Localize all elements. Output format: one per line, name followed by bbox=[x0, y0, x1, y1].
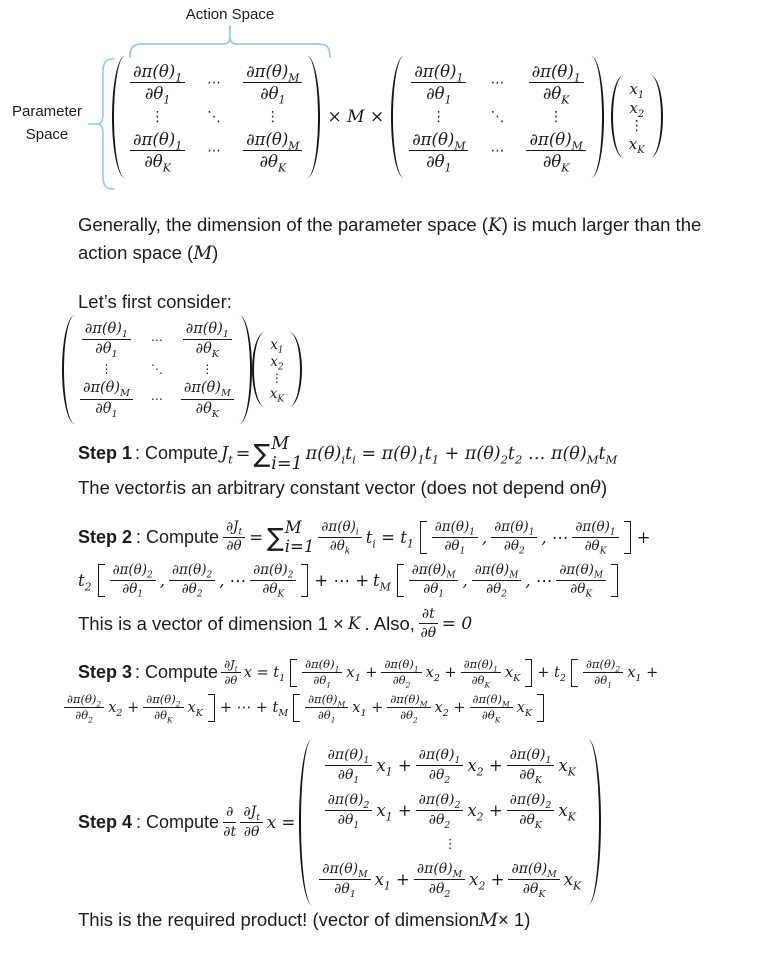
bracket-group-open: $\frac{\partial\pi(\theta)_2}{\partial\theta_1}$ $x_1$ + bbox=[569, 658, 658, 688]
step1-label: Step 1 bbox=[78, 443, 133, 464]
bracket-group: $\frac{\partial\pi(\theta)_2}{\partial\theta_1}$ , $\frac{\partial\pi(\theta)_2}{\partial\theta_2}$ , ⋯ $\frac{\partial\pi(\theta)_2}{\partial\theta_K}$ bbox=[96, 563, 311, 598]
left-paren bbox=[611, 75, 624, 158]
fraction: $\frac{\partial\pi(\theta)_M}{\partial\theta_1}$ bbox=[243, 62, 302, 104]
fraction: $\frac{\partial J_t}{\partial\theta}$ bbox=[240, 804, 263, 840]
vdots: ⋮ bbox=[270, 370, 283, 385]
bracket-group-close: $\frac{\partial\pi(\theta)_2}{\partial\theta_2}$ $x_2$ + $\frac{\partial\pi(\theta)_2}{\partial\theta_K}$ $x_K$ bbox=[64, 693, 217, 723]
cdots: ⋯ bbox=[150, 332, 163, 347]
fraction: $\frac{\partial\pi(\theta)_M}{\partial\theta_K}$ bbox=[181, 380, 234, 417]
bracket-group: $\frac{\partial\pi(\theta)_1}{\partial\theta_1}$ $x_1$ + $\frac{\partial\pi(\theta)_1}{\partial\theta_2}$ $x_2$ + $\frac{\partial\pi(\theta)_1}{\partial\theta_K}$ $x_K$ bbox=[288, 658, 534, 688]
fraction: $\frac{\partial\pi(\theta)_1}{\partial\theta_1}$ bbox=[411, 62, 466, 104]
fraction: $\frac{\partial\pi(\theta)_1}{\partial\theta_1}$ bbox=[432, 520, 478, 555]
consider-matrix-equation bbox=[62, 315, 762, 423]
left-paren bbox=[391, 56, 404, 178]
cdots: ⋯ bbox=[207, 74, 222, 91]
vdots: ⋮ bbox=[100, 362, 113, 377]
summation: ∑ M i=1 bbox=[253, 433, 303, 474]
left-bracket bbox=[98, 564, 105, 597]
fraction: $\frac{\partial\pi(\theta)_1}{\partial\theta_2}$ bbox=[491, 520, 537, 555]
action-space-brace bbox=[128, 24, 332, 60]
step3-formula-line2: $\frac{\partial\pi(\theta)_2}{\partial\theta_2}$ $x_2$ + $\frac{\partial\pi(\theta)_2}{\partial\theta_K}$ $x_K$ + ⋯ + $t_M$ $\frac{\partial\pi(\theta)_M}{\partial\theta_1}$ $x_1$ + $\frac{\partial\pi(\theta)_M}{\partial\theta_2}$ $x_2$ + $\frac{\partial\pi(\theta)_M}{\partial\theta_K}$ $x_K$ bbox=[64, 693, 762, 723]
step1-note: The vector t is an arbitrary constant vector (does not depend on θ ) bbox=[78, 476, 608, 499]
left-paren bbox=[62, 315, 75, 423]
vector-entry: $x_K$ bbox=[269, 385, 285, 405]
fraction: $\frac{\partial t}{\partial\theta}$ bbox=[420, 605, 437, 642]
vector-entry: $x_K$ bbox=[628, 135, 645, 157]
left-paren bbox=[299, 739, 312, 905]
action-space-label: Action Space bbox=[185, 6, 275, 23]
jacobian-transpose-matrix bbox=[112, 56, 320, 178]
jacobian-matrix bbox=[391, 56, 604, 178]
step3-label: Step 3 bbox=[78, 662, 133, 683]
fraction: $\frac{\partial\pi(\theta)_2}{\partial\theta_K}$ bbox=[507, 792, 555, 828]
ddots: ⋱ bbox=[490, 108, 505, 125]
fraction: $\frac{\partial\pi(\theta)_M}{\partial\theta_1}$ bbox=[409, 130, 468, 172]
fraction: $\frac{\partial\pi(\theta)_M}{\partial\theta_K}$ bbox=[526, 130, 585, 172]
dimension-note-paragraph: Generally, the dimension of the parameter space (K) is much larger than the action space (M) bbox=[78, 214, 702, 264]
matrix-row: $\frac{\partial\pi(\theta)_2}{\partial\theta_1}$ $x_1$ + $\frac{\partial\pi(\theta)_2}{\partial\theta_2}$ $x_2$ + $\frac{\partial\pi(\theta)_2}{\partial\theta_K}$ $x_K$ bbox=[325, 792, 576, 828]
right-paren bbox=[588, 739, 601, 905]
bracket-group: $\frac{\partial\pi(\theta)_M}{\partial\theta_1}$ , $\frac{\partial\pi(\theta)_M}{\partial\theta_2}$ , ⋯ $\frac{\partial\pi(\theta)_M}{\partial\theta_K}$ bbox=[395, 563, 620, 598]
fraction: $\frac{\partial\pi(\theta)_M}{\partial\theta_1}$ bbox=[80, 380, 133, 417]
fraction: $\frac{\partial\pi(\theta)_2}{\partial\theta_K}$ bbox=[250, 563, 296, 598]
fraction: $\frac{\partial}{\partial t}$ bbox=[223, 804, 237, 840]
vdots: ⋮ bbox=[201, 362, 214, 377]
vector-entry: $x_1$ bbox=[629, 80, 645, 102]
right-bracket bbox=[537, 694, 544, 722]
fraction: $\frac{\partial\pi(\theta)_M}{\partial\theta_K}$ bbox=[470, 693, 513, 723]
fraction: $\frac{\partial\pi(\theta)_2}{\partial\theta_2}$ bbox=[416, 792, 464, 828]
fraction: $\frac{\partial\pi(\theta)_i}{\partial\theta_k}$ bbox=[318, 520, 361, 555]
right-bracket bbox=[525, 659, 532, 687]
fraction: $\frac{\partial\pi(\theta)_1}{\partial\theta_K}$ bbox=[529, 62, 584, 104]
fraction: $\frac{\partial\pi(\theta)_M}{\partial\theta_1}$ bbox=[305, 693, 348, 723]
fraction: $\frac{\partial\pi(\theta)_2}{\partial\theta_1}$ bbox=[325, 792, 373, 828]
step2-formula-line2: $t_2$ $\frac{\partial\pi(\theta)_2}{\partial\theta_1}$ , $\frac{\partial\pi(\theta)_2}{\partial\theta_2}$ , ⋯ $\frac{\partial\pi(\theta)_2}{\partial\theta_K}$ + ⋯ + $t_M$ $\frac{\partial\pi(\theta)_M}{\partial\theta_1}$ , $\frac{\partial\pi(\theta)_M}{\partial\theta_2}$ , ⋯ $\frac{\partial\pi(\theta)_M}{\partial\theta_K}$ bbox=[78, 563, 762, 598]
right-paren bbox=[239, 315, 252, 423]
jacobian-product-equation bbox=[112, 56, 663, 178]
bracket-group: $\frac{\partial\pi(\theta)_M}{\partial\theta_1}$ $x_1$ + $\frac{\partial\pi(\theta)_M}{\partial\theta_2}$ $x_2$ + $\frac{\partial\pi(\theta)_M}{\partial\theta_K}$ $x_K$ bbox=[291, 693, 546, 723]
fraction: $\frac{\partial\pi(\theta)_M}{\partial\theta_1}$ bbox=[319, 861, 370, 897]
x-vector bbox=[611, 75, 663, 158]
fraction: $\frac{\partial\pi(\theta)_2}{\partial\theta_2}$ bbox=[169, 563, 215, 598]
final-note: This is the required product! (vector of dimension M × 1) bbox=[78, 909, 531, 931]
vdots: ⋮ bbox=[549, 108, 564, 125]
fraction: $\frac{\partial\pi(\theta)_1}{\partial\theta_K}$ bbox=[130, 130, 185, 172]
fraction: $\frac{\partial\pi(\theta)_1}{\partial\theta_2}$ bbox=[381, 658, 421, 688]
left-paren bbox=[252, 332, 265, 407]
vdots: ⋮ bbox=[265, 108, 280, 125]
fraction: $\frac{\partial\pi(\theta)_2}{\partial\theta_1}$ bbox=[583, 658, 623, 688]
fraction: $\frac{\partial\pi(\theta)_1}{\partial\theta_1}$ bbox=[82, 321, 131, 358]
right-bracket bbox=[301, 564, 308, 597]
times-m-operator: × M × bbox=[327, 106, 385, 127]
step2-label: Step 2 bbox=[78, 527, 133, 548]
fraction: $\frac{\partial\pi(\theta)_M}{\partial\theta_K}$ bbox=[243, 130, 302, 172]
cdots: ⋯ bbox=[150, 392, 163, 407]
vector-entry: $x_2$ bbox=[629, 99, 645, 121]
vdots: ⋮ bbox=[629, 118, 644, 135]
cdots: ⋯ bbox=[207, 142, 222, 159]
left-bracket bbox=[571, 659, 578, 687]
fraction: $\frac{\partial\pi(\theta)_M}{\partial\theta_K}$ bbox=[556, 563, 606, 598]
step4-label: Step 4 bbox=[78, 811, 133, 832]
fraction: $\frac{\partial\pi(\theta)_1}{\partial\theta_1}$ bbox=[130, 62, 185, 104]
left-bracket bbox=[420, 521, 427, 554]
ddots: ⋱ bbox=[150, 362, 163, 377]
fraction: $\frac{\partial J_t}{\partial\theta}$ bbox=[221, 658, 241, 688]
ddots: ⋱ bbox=[207, 108, 222, 125]
matrix-row: $\frac{\partial\pi(\theta)_1}{\partial\theta_1}$ $x_1$ + $\frac{\partial\pi(\theta)_1}{\partial\theta_2}$ $x_2$ + $\frac{\partial\pi(\theta)_1}{\partial\theta_K}$ $x_K$ bbox=[325, 747, 576, 783]
left-paren bbox=[112, 56, 125, 178]
left-bracket bbox=[397, 564, 404, 597]
cdots: ⋯ bbox=[490, 142, 505, 159]
bracket-group: $\frac{\partial\pi(\theta)_1}{\partial\theta_1}$ , $\frac{\partial\pi(\theta)_1}{\partial\theta_2}$ , ⋯ $\frac{\partial\pi(\theta)_1}{\partial\theta_K}$ bbox=[418, 520, 633, 555]
vdots: ⋮ bbox=[431, 108, 446, 125]
vector-entry: $x_2$ bbox=[270, 353, 284, 373]
fraction: $\frac{\partial\pi(\theta)_1}{\partial\theta_K}$ bbox=[183, 321, 232, 358]
vector-entry: $x_1$ bbox=[270, 336, 284, 356]
step2-dimension-note: This is a vector of dimension 1 × K . Also, $\frac{\partial t}{\partial\theta}$ = 0 bbox=[78, 605, 473, 642]
right-paren bbox=[289, 332, 302, 407]
right-paren bbox=[650, 75, 663, 158]
vdots: ⋮ bbox=[150, 108, 165, 125]
top-equation-section bbox=[0, 0, 768, 202]
fraction: $\frac{\partial\pi(\theta)_2}{\partial\theta_2}$ bbox=[64, 693, 104, 723]
matrix-row: $\frac{\partial\pi(\theta)_M}{\partial\theta_1}$ $x_1$ + $\frac{\partial\pi(\theta)_M}{\partial\theta_2}$ $x_2$ + $\frac{\partial\pi(\theta)_M}{\partial\theta_K}$ $x_K$ bbox=[319, 861, 581, 897]
fraction: $\frac{\partial\pi(\theta)_2}{\partial\theta_K}$ bbox=[143, 693, 183, 723]
fraction: $\frac{\partial\pi(\theta)_M}{\partial\theta_2}$ bbox=[387, 693, 430, 723]
step1-formula: Step 1 : Compute $J_t$ = ∑ M i=1 $\pi(\theta)_it_i = \pi(\theta)_1t_1 + \pi(\theta)_2t_2$ … $\pi(\theta)_Mt_M$ bbox=[78, 433, 618, 474]
fraction: $\frac{\partial\pi(\theta)_1}{\partial\theta_1}$ bbox=[302, 658, 342, 688]
summation: ∑ M i=1 bbox=[266, 517, 315, 556]
step2-formula-line1: Step 2 : Compute $\frac{\partial J_t}{\partial\theta}$ = ∑ M i=1 $\frac{\partial\pi(\theta)_i}{\partial\theta_k}$ $t_i = t_1$ $\frac{\partial\pi(\theta)_1}{\partial\theta_1}$ , $\frac{\partial\pi(\theta)_1}{\partial\theta_2}$ , ⋯ $\frac{\partial\pi(\theta)_1}{\partial\theta_K}$ + bbox=[78, 517, 651, 558]
fraction: $\frac{\partial\pi(\theta)_1}{\partial\theta_K}$ bbox=[461, 658, 501, 688]
x-vector bbox=[252, 332, 302, 407]
fraction: $\frac{\partial\pi(\theta)_1}{\partial\theta_K}$ bbox=[572, 520, 618, 555]
result-vector-matrix bbox=[299, 739, 601, 905]
fraction: $\frac{\partial\pi(\theta)_M}{\partial\theta_1}$ bbox=[409, 563, 459, 598]
fraction: $\frac{\partial\pi(\theta)_M}{\partial\theta_2}$ bbox=[414, 861, 465, 897]
left-bracket bbox=[293, 694, 300, 722]
right-bracket bbox=[611, 564, 618, 597]
fraction: $\frac{\partial\pi(\theta)_M}{\partial\theta_K}$ bbox=[508, 861, 559, 897]
vdots: ⋮ bbox=[443, 837, 457, 853]
fraction: $\frac{\partial\pi(\theta)_M}{\partial\theta_2}$ bbox=[472, 563, 522, 598]
left-bracket bbox=[290, 659, 297, 687]
parameter-space-label: Parameter Space bbox=[11, 103, 83, 144]
fraction: $\frac{\partial\pi(\theta)_1}{\partial\theta_1}$ bbox=[325, 747, 373, 783]
step3-formula-line1: Step 3 : Compute $\frac{\partial J_t}{\partial\theta}$ $x = t_1$ $\frac{\partial\pi(\theta)_1}{\partial\theta_1}$ $x_1$ + $\frac{\partial\pi(\theta)_1}{\partial\theta_2}$ $x_2$ + $\frac{\partial\pi(\theta)_1}{\partial\theta_K}$ $x_K$ + $t_2$ $\frac{\partial\pi(\theta)_2}{\partial\theta_1}$ $x_1$ + bbox=[78, 656, 659, 690]
step4-formula: Step 4 : Compute $\frac{\partial}{\partial t}$ $\frac{\partial J_t}{\partial\theta}$ x = $\frac{\partial\pi(\theta)_1}{\partial\theta_1}$ $x_1$ + $\frac{\partial\pi(\theta)_1}{\partial\theta_2}$ $x_2$ + $\frac{\partial\pi(\theta)_1}{\partial\theta_K}$ $x_K$ $\frac{\partial\pi(\theta)_2}{\partial\theta_1}$ $x_1$ + $\frac{\partial\pi(\theta)_2}{\partial\theta_2}$ $x_2$ + $\frac{\partial\pi(\theta)_2}{\partial\theta_K}$ $x_K$ ⋮ $\frac{\partial\pi(\theta)_M}{\partial\theta_1}$ $x_1$ + $\frac{\partial\pi(\theta)_M}{\partial\theta_2}$ $x_2$ + $\frac{\partial\pi(\theta)_M}{\partial\theta_K}$ $x_K$ bbox=[78, 739, 762, 905]
consider-label: Let’s first consider: bbox=[78, 291, 232, 313]
right-paren bbox=[307, 56, 320, 178]
fraction: $\frac{\partial J_t}{\partial\theta}$ bbox=[223, 520, 245, 555]
fraction: $\frac{\partial\pi(\theta)_2}{\partial\theta_1}$ bbox=[110, 563, 156, 598]
fraction: $\frac{\partial\pi(\theta)_1}{\partial\theta_K}$ bbox=[507, 747, 555, 783]
right-paren bbox=[591, 56, 604, 178]
cdots: ⋯ bbox=[490, 74, 505, 91]
right-bracket bbox=[208, 694, 215, 722]
fraction: $\frac{\partial\pi(\theta)_1}{\partial\theta_2}$ bbox=[416, 747, 464, 783]
right-bracket bbox=[624, 521, 631, 554]
jacobian-matrix bbox=[62, 315, 252, 423]
